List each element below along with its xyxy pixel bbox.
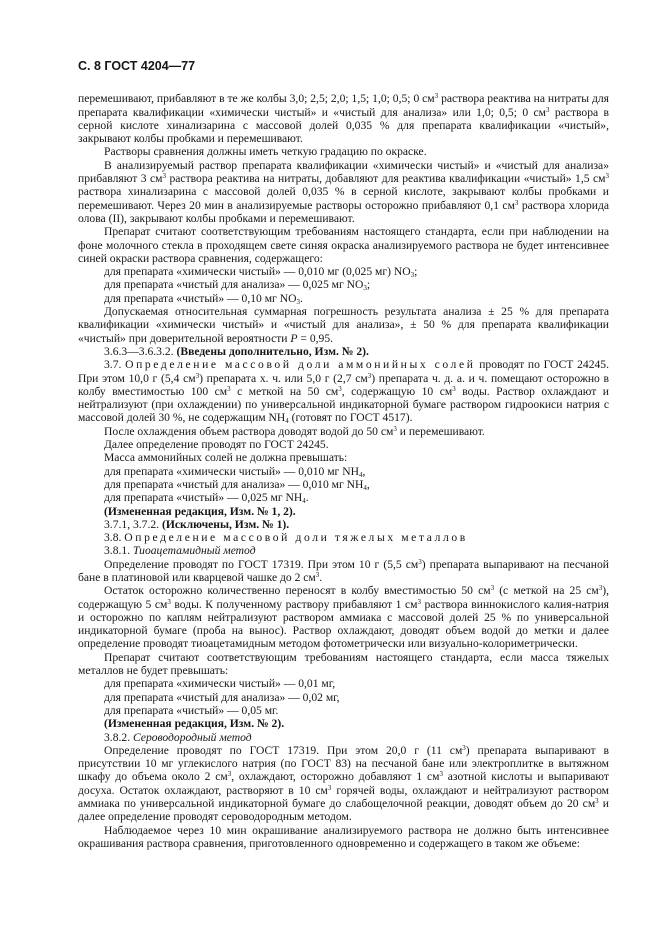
list-item: для препарата «химически чистый» — 0,01 мг, — [104, 677, 336, 691]
section-3-8: 3.8. Определение массовой доли тяжелых металлов — [104, 531, 468, 545]
paragraph: Наблюдаемое через 10 мин окрашивание анализируемого раствора не должно быть интенсивнее окрашивания раствора сравнения, приготовленного одновременно и содержащего в таком же объеме: — [78, 823, 609, 850]
paragraph: В анализируемый раствор препарата квалификации «химически чистый» и «чистый для анализа» прибавляют 3 $см^3$ раствора реактива на нитраты, добавляют для реактива квалификации «чистый» 1,5 $см^3$ раствора хинализарина с массовой долей 0,035 % в серной кислоте, закрывают колбы пробками и перемешивают. Через 20 мин в анализируемые растворы осторожно прибавляют 0,1 $см^3$ раствора хлорида олова (II), закрывают колбы пробками и перемешивают. — [78, 158, 609, 225]
paragraph: перемешивают, прибавляют в те же колбы 3,0; 2,5; 2,0; 1,5; 1,0; 0,5; 0 $см^3$ раствора реактива на нитраты для препарата квалификации «химически чистый» и «чистый для анализа» или 1,0; 0,5; 0 $см^3$ раствора в серной кислоте хинализарина с массовой долей 0,035 % для препарата квалификации «чистый», закрывают колбы пробками и перемешивают. — [78, 92, 609, 146]
subsection-heading: 3.8.2. Сероводородный метод — [104, 730, 252, 744]
list-item: для препарата «химически чистый» — 0,010 мг $NH_4$, — [104, 464, 366, 479]
paragraph: Масса аммонийных солей не должна превышать: — [104, 451, 348, 465]
paragraph: Растворы сравнения должны иметь четкую градацию по окраске. — [104, 145, 427, 159]
amendment-note: (Измененная редакция, Изм. № 2). — [104, 717, 285, 731]
subsection-heading: 3.8.1. Тиоацетамидный метод — [104, 544, 256, 558]
paragraph: Допускаемая относительная суммарная погрешность результата анализа ± 25 % для препарата квалификации «химически чистый» и «чистый для анализа», ± 50 % для препарата квалификации «чистый» при доверительной вероятности P = 0,95. — [78, 305, 609, 345]
amendment-note: 3.6.3—3.6.3.2. (Введены дополнительно, Изм. № 2). — [104, 344, 369, 358]
paragraph: Определение проводят по ГОСТ 17319. При этом 10 г (5,5 $см^3$) препарата выпаривают на песчаной бане в платиновой или кварцевой чашке до 2 $см^3$. — [78, 557, 609, 584]
list-item: для препарата «чистый для анализа» — 0,010 мг $NH_4$, — [104, 477, 370, 492]
list-item: для препарата «чистый» — 0,05 мг. — [104, 703, 279, 717]
paragraph: Препарат считают соответствующим требованиям настоящего стандарта, если масса тяжелых металлов не будет превышать: — [78, 650, 609, 678]
amendment-note: 3.7.1, 3.7.2. (Исключены, Изм. № 1). — [104, 517, 290, 531]
list-item: для препарата «чистый» — 0,025 мг $NH_4$. — [104, 491, 309, 506]
paragraph: Определение проводят по ГОСТ 17319. При этом 20,0 г (11 $см^3$) препарата выпаривают в присутствии 10 мг углекислого натрия (по ГОСТ 83) на песчаной бане или электроплитке в вытяжном шкафу до объема около 2 $см^3$, охлаждают, осторожно добавляют 1 $см^3$ азотной кислоты и выпаривают досуха. Остаток охлаждают, растворяют в 10 $см^3$ горячей воды, охлаждают и нейтрализуют раствором аммиака по универсальной индикаторной бумаге до слабощелочной реакции, доводят объем до 20 $см^3$ и далее определение проводят сероводородным методом. — [78, 743, 610, 824]
list-item: для препарата «химически чистый» — 0,010 мг (0,025 мг) $NO_3$; — [104, 265, 418, 280]
paragraph: После охлаждения объем раствора доводят водой до 50 $см^3$ и перемешивают. — [104, 424, 485, 438]
section-3-7: 3.7. Определение массовой доли аммонийных солей проводят по ГОСТ 24245. При этом 10,0 г (5,4 $см^3$) препарата х. ч. или 5,0 г (2,7 $см^3$) препарата ч. д. а. и ч. помещают осторожно в колбу вместимостью 100 $см^3$ с меткой на 50 $см^3$, содержащую 10 $см^3$ воды. Раствор охлаждают и нейтрализуют (при охлаждении) по универсальной индикаторной бумаге раствором гидроокиси натрия с массовой долей 30 %, не содержащим $NH_4$ (готовят по ГОСТ 4517). — [78, 358, 610, 426]
list-item: для препарата «чистый» — 0,10 мг $NO_3$. — [104, 291, 303, 306]
paragraph: Далее определение проводят по ГОСТ 24245. — [104, 438, 329, 452]
page-header: С. 8 ГОСТ 4204—77 — [78, 59, 196, 73]
list-item: для препарата «чистый для анализа» — 0,02 мг, — [104, 690, 340, 704]
list-item: для препарата «чистый для анализа» — 0,025 мг $NO_3$; — [104, 278, 371, 293]
paragraph: Остаток осторожно количественно переносят в колбу вместимостью 50 $см^3$ (с меткой на 25 $см^3$), содержащую 5 $см^3$ воды. К полученному раствору прибавляют 1 $см^3$ раствора виннокислого калия-натрия и осторожно по каплям нейтрализуют раствором аммиака с массовой долей 25 % по универсальной индикаторной бумаге (проба на вынос). Раствор охлаждают, доводят объем водой до метки и далее определение проводят тиоацетамидным методом фотометрически или визуально-колориметрически. — [78, 584, 609, 651]
amendment-note: (Измененная редакция, Изм. № 1, 2). — [104, 504, 296, 518]
paragraph: Препарат считают соответствующим требованиям настоящего стандарта, если при наблюдении на фоне молочного стекла в проходящем свете синяя окраска анализируемого раствора не будет интенсивнее синей окраски раствора сравнения, содержащего: — [78, 225, 609, 265]
